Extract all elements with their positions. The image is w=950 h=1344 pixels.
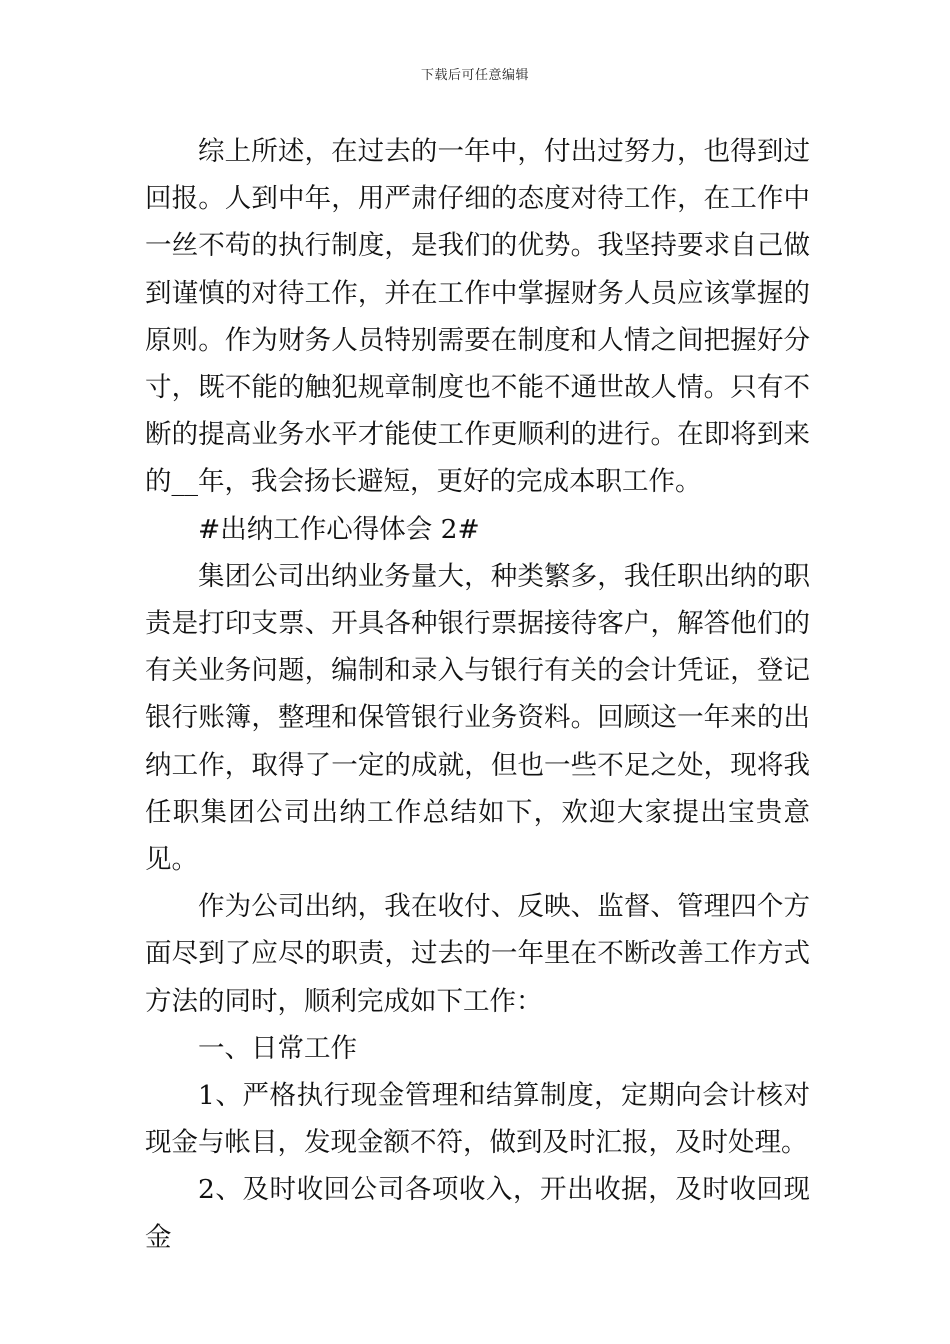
- subheading-daily-work: 一、日常工作: [198, 1032, 357, 1064]
- paragraph-duties: 集团公司出纳业务量大，种类繁多，我任职出纳的职责是打印支票、开具各种银行票据接待客户，解答他们的有关业务问题，编制和录入与银行有关的会计凭证，登记银行账簿，整理和保管银行业务资料。回顾这一年来的出纳工作，取得了一定的成就，但也一些不足之处，现将我任职集团公司出纳工作总结如下，欢迎大家提出宝贵意见。: [145, 560, 810, 876]
- document-body: [145, 128, 810, 1261]
- paragraph-summary: 综上所述，在过去的一年中，付出过努力，也得到过回报。人到中年，用严肃仔细的态度对待工作，在工作中一丝不苟的执行制度，是我们的优势。我坚持要求自己做到谨慎的对待工作，并在工作中掌握财务人员应该掌握的原则。作为财务人员特别需要在制度和人情之间把握好分寸，既不能的触犯规章制度也不能不通世故人情。只有不断的提高业务水平才能使工作更顺利的进行。在即将到来的__年，我会扬长避短，更好的完成本职工作。: [145, 136, 810, 498]
- page-header: 下载后可任意编辑: [420, 68, 529, 83]
- paragraph-responsibilities: 作为公司出纳，我在收付、反映、监督、管理四个方面尽到了应尽的职责，过去的一年里在不断改善工作方式方法的同时，顺利完成如下工作：: [145, 891, 810, 1017]
- list-item-1: 1、严格执行现金管理和结算制度，定期向会计核对现金与帐目，发现金额不符，做到及时汇报，及时处理。: [145, 1080, 810, 1159]
- list-item-2: 2、及时收回公司各项收入，开出收据，及时收回现金: [145, 1174, 810, 1253]
- section-heading: #出纳工作心得体会 2#: [198, 513, 480, 545]
